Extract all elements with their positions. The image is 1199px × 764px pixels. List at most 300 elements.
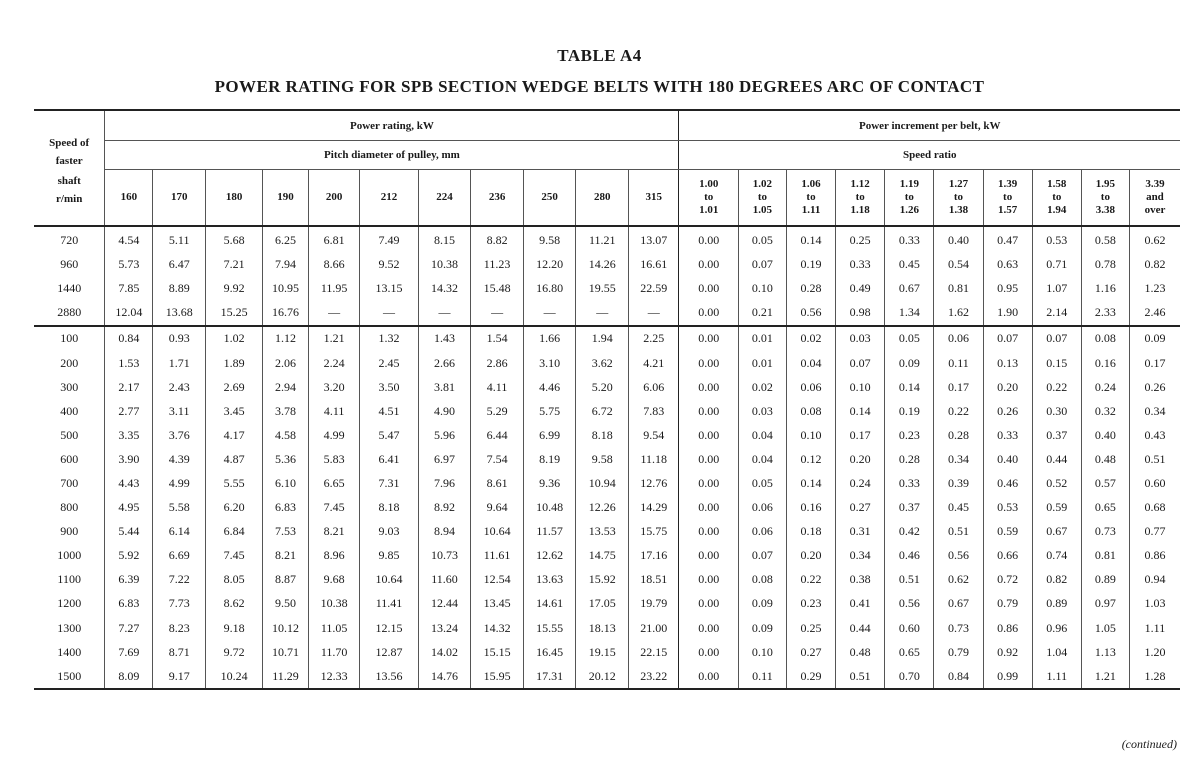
ratio-header-line: 3.39 (1145, 177, 1165, 190)
power-rating-cell: 2.24 (308, 351, 359, 375)
power-increment-cell: 0.19 (885, 399, 934, 423)
power-rating-cell: — (576, 301, 629, 326)
power-rating-cell: 6.47 (153, 253, 206, 277)
power-increment-cell: 0.65 (885, 640, 934, 664)
power-rating-cell: 16.80 (523, 277, 576, 301)
power-rating-cell: 7.22 (153, 568, 206, 592)
power-increment-cell: 1.28 (1129, 664, 1180, 689)
table-title: TABLE A4 (557, 46, 642, 65)
speed-header-top (34, 110, 105, 170)
power-rating-cell: 7.27 (105, 616, 153, 640)
power-rating-cell: 10.94 (576, 471, 629, 495)
ratio-header-9 (1129, 170, 1180, 226)
power-rating-cell: 12.87 (360, 640, 418, 664)
power-increment-cell: 0.12 (786, 447, 835, 471)
power-increment-cell: 0.00 (679, 375, 738, 399)
power-increment-cell: 0.34 (1129, 399, 1180, 423)
power-rating-cell: 11.21 (576, 226, 629, 253)
power-increment-cell: 0.03 (738, 399, 786, 423)
power-rating-cell: 9.58 (576, 447, 629, 471)
power-increment-cell: 0.95 (983, 277, 1032, 301)
power-increment-cell: 1.90 (983, 301, 1032, 326)
power-rating-cell: 4.99 (308, 423, 359, 447)
power-rating-cell: 9.64 (471, 496, 524, 520)
power-increment-cell: 0.28 (786, 277, 835, 301)
power-increment-cell: 0.07 (836, 351, 885, 375)
power-rating-cell: 7.49 (360, 226, 418, 253)
power-increment-cell: 0.46 (885, 544, 934, 568)
power-increment-cell: 0.17 (1129, 351, 1180, 375)
power-rating-cell: 8.21 (263, 544, 309, 568)
power-increment-cell: 0.14 (885, 375, 934, 399)
power-rating-cell: 4.21 (629, 351, 679, 375)
ratio-header-line: to (806, 190, 816, 203)
power-increment-cell: 0.16 (1081, 351, 1129, 375)
power-increment-cell: 0.81 (934, 277, 983, 301)
ratio-header-line: to (1003, 190, 1013, 203)
power-increment-cell: 0.62 (1129, 226, 1180, 253)
power-rating-cell: 18.51 (629, 568, 679, 592)
power-rating-cell: 14.61 (523, 592, 576, 616)
power-increment-cell: 1.13 (1081, 640, 1129, 664)
ratio-header-line: 1.57 (998, 203, 1018, 216)
power-increment-cell: 0.10 (836, 375, 885, 399)
power-rating-cell: — (308, 301, 359, 326)
power-rating-cell: 14.29 (629, 496, 679, 520)
power-increment-cell: 0.74 (1032, 544, 1081, 568)
table-row (34, 640, 1180, 664)
power-rating-cell: 5.73 (105, 253, 153, 277)
power-increment-cell: 2.14 (1032, 301, 1081, 326)
power-rating-cell: 14.75 (576, 544, 629, 568)
power-rating-cell: 13.63 (523, 568, 576, 592)
power-rating-cell: 5.96 (418, 423, 471, 447)
power-increment-cell: 0.60 (1129, 471, 1180, 495)
table-row (34, 471, 1180, 495)
power-increment-cell: 0.00 (679, 423, 738, 447)
power-increment-cell: 0.25 (836, 226, 885, 253)
table-row (34, 447, 1180, 471)
power-rating-cell: 9.17 (153, 664, 206, 689)
diameter-header-1: 170 (153, 170, 206, 226)
power-rating-cell: 1.02 (206, 326, 263, 351)
power-rating-cell: 3.20 (308, 375, 359, 399)
power-increment-cell: 0.25 (786, 616, 835, 640)
power-increment-cell: 0.00 (679, 326, 738, 351)
power-increment-cell: 0.84 (934, 664, 983, 689)
power-increment-cell: 0.82 (1129, 253, 1180, 277)
power-increment-cell: 0.59 (983, 520, 1032, 544)
power-rating-cell: 8.23 (153, 616, 206, 640)
ratio-header-line: 1.12 (850, 177, 870, 190)
power-increment-cell: 0.00 (679, 496, 738, 520)
power-rating-cell: 13.07 (629, 226, 679, 253)
power-rating-cell: 9.18 (206, 616, 263, 640)
power-increment-cell: 0.92 (983, 640, 1032, 664)
power-rating-cell: 12.26 (576, 496, 629, 520)
speed-header-line4: r/min (56, 192, 83, 205)
power-rating-cell: 12.33 (308, 664, 359, 689)
ratio-header-4 (885, 170, 934, 226)
pitch-diameter-header: Pitch diameter of pulley, mm (105, 141, 679, 170)
power-rating-cell: 8.87 (263, 568, 309, 592)
speed-cell: 1200 (57, 596, 82, 611)
table-header (34, 110, 1180, 226)
power-increment-cell: 0.37 (1032, 423, 1081, 447)
ratio-header-line: to (1100, 190, 1110, 203)
power-increment-cell: 0.33 (885, 471, 934, 495)
power-rating-cell: 3.81 (418, 375, 471, 399)
power-rating-cell: 6.44 (471, 423, 524, 447)
ratio-header-2 (786, 170, 835, 226)
power-increment-cell: 0.11 (934, 351, 983, 375)
power-rating-cell: 13.68 (153, 301, 206, 326)
power-rating-cell: 3.11 (153, 399, 206, 423)
power-rating-cell: 8.92 (418, 496, 471, 520)
power-rating-cell: 9.52 (360, 253, 418, 277)
power-rating-cell: 12.20 (523, 253, 576, 277)
power-rating-cell: 8.62 (206, 592, 263, 616)
power-rating-cell: 16.61 (629, 253, 679, 277)
power-rating-cell: 8.21 (308, 520, 359, 544)
power-rating-cell: 10.64 (360, 568, 418, 592)
table-row (34, 375, 1180, 399)
table-body-group-2 (34, 326, 1180, 689)
power-rating-cell: 8.94 (418, 520, 471, 544)
power-rating-cell: 1.53 (105, 351, 153, 375)
power-increment-cell: 0.81 (1081, 544, 1129, 568)
power-rating-cell: 17.31 (523, 664, 576, 689)
power-rating-cell: 3.10 (523, 351, 576, 375)
power-increment-cell: 0.40 (1081, 423, 1129, 447)
power-rating-cell: 7.21 (206, 253, 263, 277)
table-row (34, 301, 1180, 326)
table-row (34, 226, 1180, 253)
power-increment-cell: 0.28 (885, 447, 934, 471)
power-rating-cell: 7.54 (471, 447, 524, 471)
power-increment-cell: 0.48 (1081, 447, 1129, 471)
power-increment-cell: 1.04 (1032, 640, 1081, 664)
table-row (34, 351, 1180, 375)
power-increment-cell: 0.38 (836, 568, 885, 592)
power-increment-cell: 0.97 (1081, 592, 1129, 616)
power-rating-cell: 7.83 (629, 399, 679, 423)
power-rating-cell: 14.76 (418, 664, 471, 689)
power-rating-cell: 9.58 (523, 226, 576, 253)
power-increment-cell: 0.22 (786, 568, 835, 592)
speed-cell: 2880 (34, 301, 105, 326)
power-rating-cell: 1.94 (576, 326, 629, 351)
power-increment-cell: 0.20 (786, 544, 835, 568)
power-rating-cell: 10.38 (308, 592, 359, 616)
power-rating-cell: 17.16 (629, 544, 679, 568)
power-rating-cell: 8.18 (576, 423, 629, 447)
diameter-header-5: 212 (360, 170, 418, 226)
power-increment-cell: 0.02 (738, 375, 786, 399)
power-rating-cell: 6.99 (523, 423, 576, 447)
diameter-header-4: 200 (308, 170, 359, 226)
power-rating-cell: 9.72 (206, 640, 263, 664)
power-rating-cell: 15.92 (576, 568, 629, 592)
power-increment-cell: 1.16 (1081, 277, 1129, 301)
power-rating-cell: 11.60 (418, 568, 471, 592)
power-rating-cell: 7.45 (206, 544, 263, 568)
diameter-header-7: 236 (471, 170, 524, 226)
power-increment-cell: 0.82 (1032, 568, 1081, 592)
power-increment-cell: 0.02 (786, 326, 835, 351)
power-increment-cell: 0.89 (1032, 592, 1081, 616)
diameter-header-0: 160 (105, 170, 153, 226)
power-increment-cell: 0.56 (786, 301, 835, 326)
power-increment-cell: 0.62 (934, 568, 983, 592)
power-rating-cell: 5.11 (153, 226, 206, 253)
power-increment-cell: 1.62 (934, 301, 983, 326)
power-increment-cell: 0.26 (1129, 375, 1180, 399)
power-increment-cell: 0.70 (885, 664, 934, 689)
power-rating-cell: 4.43 (105, 471, 153, 495)
power-rating-cell: 7.85 (105, 277, 153, 301)
power-rating-cell: 4.99 (153, 471, 206, 495)
speed-cell: 600 (60, 451, 79, 466)
power-increment-cell: 0.00 (679, 616, 738, 640)
table-row (34, 423, 1180, 447)
power-rating-cell: 0.84 (105, 326, 153, 351)
power-rating-cell: 10.95 (263, 277, 309, 301)
power-rating-cell: 13.24 (418, 616, 471, 640)
power-rating-cell: 2.43 (153, 375, 206, 399)
power-increment-cell: 0.40 (934, 226, 983, 253)
power-rating-cell: 15.48 (471, 277, 524, 301)
power-rating-cell: — (360, 301, 418, 326)
ratio-header-line: to (1052, 190, 1062, 203)
power-rating-cell: 2.77 (105, 399, 153, 423)
table-subtitle: POWER RATING FOR SPB SECTION WEDGE BELTS WITH 180 DEGREES ARC OF CONTACT (214, 77, 985, 96)
power-increment-cell: 0.24 (836, 471, 885, 495)
power-increment-cell: 0.66 (983, 544, 1032, 568)
power-rating-cell: 5.20 (576, 375, 629, 399)
power-rating-cell: 10.64 (471, 520, 524, 544)
power-increment-cell: 0.21 (738, 301, 786, 326)
power-increment-header: Power increment per belt, kW (679, 110, 1180, 141)
ratio-header-line: 1.95 (1095, 177, 1115, 190)
power-increment-cell: 0.06 (738, 520, 786, 544)
power-rating-cell: 15.25 (206, 301, 263, 326)
power-rating-cell: 4.58 (263, 423, 309, 447)
power-increment-cell: 0.99 (983, 664, 1032, 689)
speed-header-bottom (34, 170, 105, 226)
power-increment-cell: 0.08 (786, 399, 835, 423)
power-increment-cell: 0.37 (885, 496, 934, 520)
power-rating-cell: 7.94 (263, 253, 309, 277)
power-rating-cell: 9.03 (360, 520, 418, 544)
power-rating-cell: 3.45 (206, 399, 263, 423)
power-rating-cell: 8.89 (153, 277, 206, 301)
power-increment-cell: 0.06 (934, 326, 983, 351)
power-increment-cell: 0.72 (983, 568, 1032, 592)
power-rating-cell: 22.15 (629, 640, 679, 664)
power-increment-cell: 1.03 (1129, 592, 1180, 616)
power-increment-cell: 0.09 (1129, 326, 1180, 351)
power-increment-cell: 0.43 (1129, 423, 1180, 447)
ratio-header-line: and (1146, 190, 1164, 203)
power-rating-cell: 6.97 (418, 447, 471, 471)
power-rating-cell: 7.31 (360, 471, 418, 495)
power-increment-cell: 0.14 (786, 226, 835, 253)
power-increment-cell: 0.56 (934, 544, 983, 568)
ratio-header-line: 1.39 (998, 177, 1018, 190)
power-rating-cell: 8.05 (206, 568, 263, 592)
power-rating-cell: 10.73 (418, 544, 471, 568)
power-increment-cell: 0.46 (983, 471, 1032, 495)
power-increment-cell: 0.00 (679, 568, 738, 592)
power-increment-cell: 0.00 (679, 640, 738, 664)
power-rating-cell: 6.10 (263, 471, 309, 495)
power-rating-cell: 14.32 (471, 616, 524, 640)
power-rating-cell: 6.65 (308, 471, 359, 495)
power-increment-cell: 0.10 (738, 640, 786, 664)
ratio-header-line: 1.38 (948, 203, 969, 216)
power-increment-cell: 0.07 (738, 253, 786, 277)
table-row (34, 544, 1180, 568)
power-increment-cell: 0.20 (836, 447, 885, 471)
power-rating-cell: 8.61 (471, 471, 524, 495)
power-increment-cell: 0.45 (934, 496, 983, 520)
power-increment-cell: 0.00 (679, 351, 738, 375)
power-rating-cell: 23.22 (629, 664, 679, 689)
power-rating-cell: 2.06 (263, 351, 309, 375)
power-rating-cell: 3.90 (105, 447, 153, 471)
power-increment-cell: 0.04 (786, 351, 835, 375)
power-increment-cell: 0.60 (885, 616, 934, 640)
power-increment-cell: 1.07 (1032, 277, 1081, 301)
power-rating-cell: 5.83 (308, 447, 359, 471)
power-rating-cell: 1.54 (471, 326, 524, 351)
power-increment-cell: 0.57 (1081, 471, 1129, 495)
power-rating-cell: 12.15 (360, 616, 418, 640)
power-rating-cell: 6.41 (360, 447, 418, 471)
power-rating-cell: 1.66 (523, 326, 576, 351)
power-rating-cell: 5.47 (360, 423, 418, 447)
power-increment-cell: 0.14 (786, 471, 835, 495)
table-row (34, 496, 1180, 520)
power-rating-cell: 11.41 (360, 592, 418, 616)
power-rating-cell: 12.44 (418, 592, 471, 616)
power-rating-cell: 11.23 (471, 253, 524, 277)
power-rating-cell: 12.54 (471, 568, 524, 592)
speed-cell: 300 (60, 379, 79, 394)
power-rating-cell: 0.93 (153, 326, 206, 351)
power-rating-cell: 5.68 (206, 226, 263, 253)
power-increment-cell: 0.09 (738, 616, 786, 640)
power-increment-cell: 1.20 (1129, 640, 1180, 664)
power-rating-cell: 3.78 (263, 399, 309, 423)
power-increment-cell: 0.22 (934, 399, 983, 423)
power-increment-cell: 0.18 (786, 520, 835, 544)
power-increment-cell: 0.78 (1081, 253, 1129, 277)
ratio-header-line: 1.05 (752, 203, 773, 216)
power-increment-cell: 0.41 (836, 592, 885, 616)
power-rating-cell: — (629, 301, 679, 326)
power-rating-cell: 2.45 (360, 351, 418, 375)
power-rating-cell: 4.11 (471, 375, 524, 399)
power-increment-cell: 0.73 (934, 616, 983, 640)
table-row (34, 277, 1180, 301)
power-increment-cell: 0.96 (1032, 616, 1081, 640)
speed-cell: 1300 (57, 620, 82, 635)
power-increment-cell: 0.07 (738, 544, 786, 568)
power-rating-cell: 15.95 (471, 664, 524, 689)
table-body-group-1 (34, 226, 1180, 326)
power-rating-cell: 4.11 (308, 399, 359, 423)
speed-cell: 100 (60, 331, 79, 346)
power-rating-cell: 6.25 (263, 226, 309, 253)
power-rating-cell: 7.69 (105, 640, 153, 664)
power-rating-cell: 6.20 (206, 496, 263, 520)
power-increment-cell: 1.21 (1081, 664, 1129, 689)
power-rating-cell: 16.76 (263, 301, 309, 326)
power-rating-cell: 3.76 (153, 423, 206, 447)
power-increment-cell: 0.31 (836, 520, 885, 544)
power-increment-cell: 0.00 (679, 520, 738, 544)
ratio-header-line: 1.26 (899, 203, 919, 216)
speed-cell: 1100 (57, 572, 81, 587)
speed-cell: 200 (60, 355, 79, 370)
power-rating-cell: 1.89 (206, 351, 263, 375)
power-rating-cell: 5.44 (105, 520, 153, 544)
power-rating-cell: 12.62 (523, 544, 576, 568)
power-increment-cell: 0.16 (786, 496, 835, 520)
power-rating-cell: 5.92 (105, 544, 153, 568)
ratio-header-line: 1.58 (1047, 177, 1067, 190)
power-increment-cell: 0.98 (836, 301, 885, 326)
power-rating-cell: 7.45 (308, 496, 359, 520)
power-increment-cell: 0.65 (1081, 496, 1129, 520)
ratio-header-line: 1.18 (850, 203, 870, 216)
power-rating-cell: 9.68 (308, 568, 359, 592)
speed-ratio-header: Speed ratio (679, 141, 1180, 170)
power-increment-cell: 0.27 (836, 496, 885, 520)
power-rating-cell: 6.81 (308, 226, 359, 253)
power-rating-cell: 11.29 (263, 664, 309, 689)
power-rating-cell: 18.13 (576, 616, 629, 640)
power-increment-cell: 0.67 (934, 592, 983, 616)
power-increment-cell: 2.46 (1129, 301, 1180, 326)
power-increment-cell: 0.00 (679, 664, 738, 689)
power-increment-cell: 0.33 (885, 226, 934, 253)
table-row (34, 664, 1180, 689)
power-rating-cell: 3.62 (576, 351, 629, 375)
power-increment-cell: 0.08 (738, 568, 786, 592)
power-rating-header: Power rating, kW (105, 110, 679, 141)
power-rating-cell: 5.58 (153, 496, 206, 520)
power-increment-cell: 0.67 (1032, 520, 1081, 544)
power-increment-cell: 0.44 (836, 616, 885, 640)
power-rating-cell: 1.71 (153, 351, 206, 375)
power-rating-cell: 2.17 (105, 375, 153, 399)
power-rating-cell: 2.66 (418, 351, 471, 375)
power-increment-cell: 0.04 (738, 447, 786, 471)
power-rating-cell: 6.06 (629, 375, 679, 399)
ratio-header-line: 1.02 (752, 177, 773, 190)
power-rating-cell: 8.71 (153, 640, 206, 664)
table-row (34, 568, 1180, 592)
power-rating-cell: 3.35 (105, 423, 153, 447)
power-increment-cell: 0.01 (738, 351, 786, 375)
power-increment-cell: 0.09 (738, 592, 786, 616)
power-rating-cell: 1.32 (360, 326, 418, 351)
power-increment-cell: 0.56 (885, 592, 934, 616)
speed-header-line3: shaft (57, 174, 81, 187)
